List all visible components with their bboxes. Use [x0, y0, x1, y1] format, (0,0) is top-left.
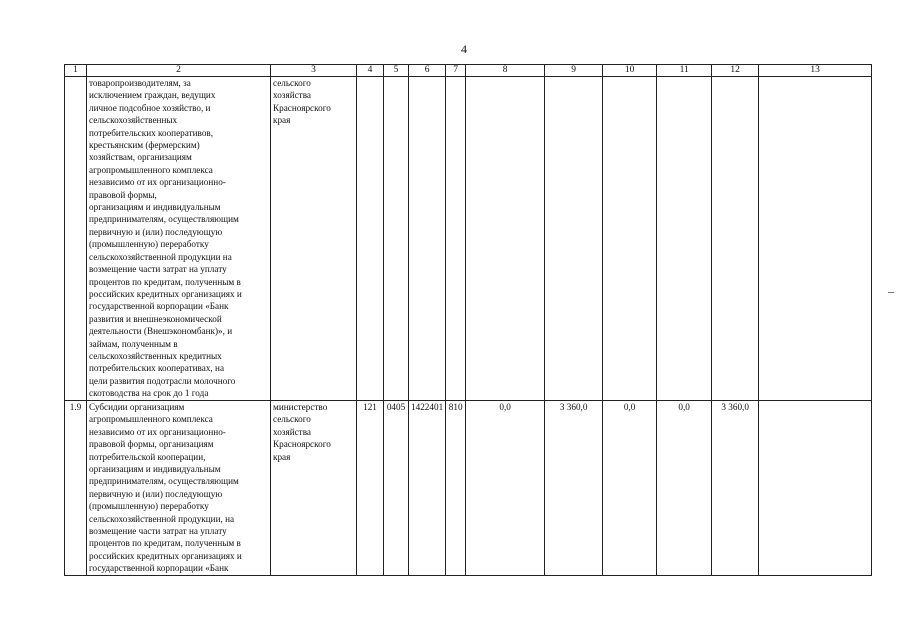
row-description: Субсидии организациям агропромышленного комплекса независимо от их организационно- правовой формы, организациям потребительской кооперации, организациям и индивидуальным предпринимателям, осуществляющим первичную и (или) последующую (промышленную) переработку сельскохозяйственной продукции, на возмещение части затрат на уплату процентов по кредитам, полученным в российских кредитных организациях и государственной корпорации «Банк	[87, 401, 271, 576]
cell-col4: 121	[357, 401, 384, 576]
cell-col6	[409, 77, 446, 401]
header-cell: 3	[271, 65, 357, 77]
header-cell: 4	[357, 65, 384, 77]
cell-col12	[712, 77, 759, 401]
cell-col11: 0,0	[657, 401, 712, 576]
cell-col5	[384, 77, 409, 401]
cell-col6: 1422401	[409, 401, 446, 576]
row-executor: министерство сельского хозяйства Красноярского края	[271, 401, 357, 576]
header-cell: 5	[384, 65, 409, 77]
header-cell: 8	[466, 65, 545, 77]
header-cell: 12	[712, 65, 759, 77]
cell-col7	[446, 77, 466, 401]
row-number	[65, 77, 87, 401]
header-cell: 2	[87, 65, 271, 77]
header-cell: 7	[446, 65, 466, 77]
column-number-row	[65, 65, 872, 77]
row-description: товаропроизводителям, за исключением граждан, ведущих личное подсобное хозяйство, и сельскохозяйственных потребительских кооперативов, крестьянским (фермерским) хозяйствам, организациям агропромышленного комплекса независимо от их организационно- правовой формы, организациям и индивидуальным предпринимателям, осуществляющим первичную и (или) последующую (промышленную) переработку сельскохозяйственной продукции на возмещение части затрат на уплату процентов по кредитам, полученным в российских кредитных организациях и государственной корпорации «Банк развития и внешнеэкономической деятельности (Внешэкономбанк)», и займам, полученным в сельскохозяйственных кредитных потребительских кооперативах, на цели развития подотрасли молочного скотоводства на срок до 1 года	[87, 77, 271, 401]
header-cell: 9	[545, 65, 603, 77]
cell-col4	[357, 77, 384, 401]
table-row	[65, 77, 872, 401]
cell-col10	[603, 77, 657, 401]
page-number: 4	[461, 42, 467, 56]
row-executor: сельского хозяйства Красноярского края	[271, 77, 357, 401]
table-row	[65, 401, 872, 576]
cell-col11	[657, 77, 712, 401]
scan-artifact	[888, 292, 894, 293]
header-cell: 13	[759, 65, 872, 77]
cell-col10: 0,0	[603, 401, 657, 576]
row-number: 1.9	[65, 401, 87, 576]
cell-col9	[545, 77, 603, 401]
cell-col8	[466, 77, 545, 401]
header-cell: 10	[603, 65, 657, 77]
header-cell: 11	[657, 65, 712, 77]
budget-table	[64, 64, 872, 576]
cell-col5: 0405	[384, 401, 409, 576]
cell-col7: 810	[446, 401, 466, 576]
cell-col12: 3 360,0	[712, 401, 759, 576]
cell-col8: 0,0	[466, 401, 545, 576]
header-cell: 6	[409, 65, 446, 77]
header-cell: 1	[65, 65, 87, 77]
cell-col13	[759, 401, 872, 576]
cell-col9: 3 360,0	[545, 401, 603, 576]
cell-col13	[759, 77, 872, 401]
